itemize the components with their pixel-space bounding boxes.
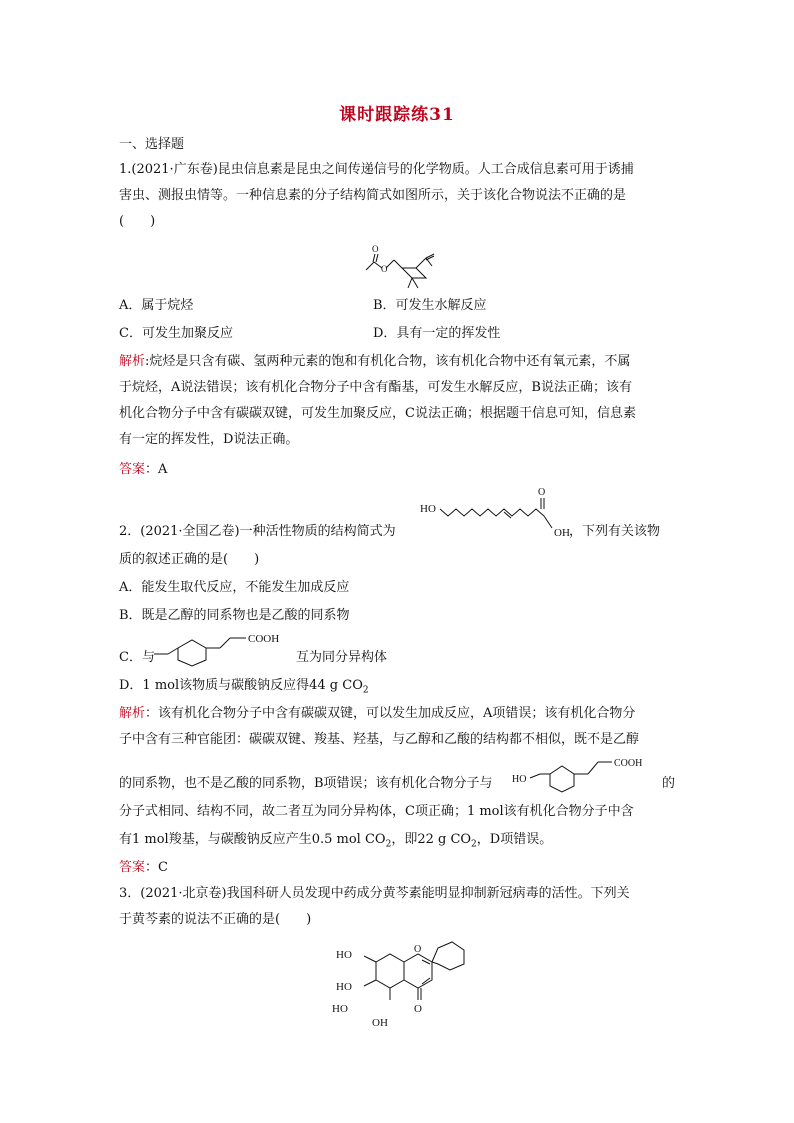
q2-carbonyl-o-label: O xyxy=(538,487,546,498)
q1-stem-line-1: 1.(2021·广东卷)昆虫信息素是昆虫之间传递信号的化学物质。人工合成信息素可用于诱捕 xyxy=(119,162,634,177)
q2-option-d-sub: 2 xyxy=(362,685,369,696)
q2-oh-label: OH xyxy=(554,527,570,539)
q2-option-c-prefix: C．与 xyxy=(119,650,155,665)
q2-explanation-text-1: ：该有机化合物分子中含有碳碳双键，可以发生加成反应，A项错误；该有机化合物分 xyxy=(145,706,636,721)
q2-option-d-text: D．1 mol该物质与碳酸钠反应得44 g CO xyxy=(119,678,363,693)
q2-ho-label: HO xyxy=(420,503,436,515)
q2-explanation-label: 解析 xyxy=(119,706,146,721)
q1-explanation-label: 解析 xyxy=(119,354,146,369)
q3-oh-label-1: HO xyxy=(336,949,352,961)
q2-explanation-line-4: 分子式相同、结构不同，故二者互为同分异构体，C项正确；1 mol该有机化合物分子中含 xyxy=(119,804,634,819)
q3-oh-label-3: HO xyxy=(332,1003,348,1015)
q1-option-c: C．可发生加聚反应 xyxy=(119,326,233,341)
q1-option-d: D．具有一定的挥发性 xyxy=(373,326,501,341)
q2-explanation-text-5a: 有1 mol羧基，与碳酸钠反应产生0.5 mol CO xyxy=(119,832,386,847)
q3-oh-label-2: HO xyxy=(336,981,352,993)
q2-explanation-line-5 xyxy=(119,832,552,853)
q3-structure-diagram xyxy=(330,940,470,1032)
q2-answer xyxy=(119,860,168,876)
q1-explanation-line-1 xyxy=(119,354,630,370)
page-title: 课时跟踪练31 xyxy=(339,105,455,125)
section-heading: 一、选择题 xyxy=(119,137,185,152)
q1-explanation-line-3: 机化合物分子中含有碳碳双键，可发生加聚反应，C说法正确；根据题干信息可知，信息素 xyxy=(119,406,636,421)
q2-answer-value: ：C xyxy=(145,860,168,875)
q2-explanation-sub-a: 2 xyxy=(385,839,392,850)
q1-answer xyxy=(119,462,167,478)
q2-answer-label: 答案 xyxy=(119,860,146,875)
q2-stem-line-2: 质的叙述正确的是( ) xyxy=(119,552,260,567)
q1-option-b: B．可发生水解反应 xyxy=(373,298,487,313)
q3-ring-o-label: O xyxy=(414,944,422,955)
q2-option-c-suffix: 互为同分异构体 xyxy=(296,650,388,665)
q2-explanation-cooh-label: COOH xyxy=(614,758,643,769)
q1-explanation-text-1: :烷烃是只含有碳、氢两种元素的饱和有机化合物，该有机化合物中还有氧元素，不属 xyxy=(145,354,631,369)
q2-explanation-line-2: 子中含有三种官能团：碳碳双键、羧基、羟基，与乙醇和乙酸的结构都不相似，既不是乙醇 xyxy=(119,732,640,747)
q3-stem-line-2: 于黄芩素的说法不正确的是( ) xyxy=(119,912,312,927)
q1-answer-label: 答案 xyxy=(119,462,146,477)
q2-option-d xyxy=(119,678,369,699)
q2-stem-tail: ，下列有关该物 xyxy=(569,524,661,539)
q2-option-a: A．能发生取代反应，不能发生加成反应 xyxy=(119,580,350,595)
q3-carbonyl-o-label: O xyxy=(414,1003,422,1015)
q1-ester-o-label: O xyxy=(381,264,388,274)
q2-stem-text: 2．(2021·全国乙卷)一种活性物质的结构简式为 xyxy=(119,524,396,539)
q2-explanation-text-5b: ，即22 g CO xyxy=(391,832,472,847)
q2-stem-line-1 xyxy=(119,524,396,540)
q3-stem-line-1: 3．(2021·北京卷)我国科研人员发现中药成分黄芩素能明显抑制新冠病毒的活性。下列关 xyxy=(119,886,630,901)
q1-stem-line-2: 害虫、测报虫情等。一种信息素的分子结构简式如图所示，关于该化合物说法不正确的是 xyxy=(119,188,627,203)
q1-explanation-line-2: 于烷烃，A说法错误；该有机化合物分子中含有酯基，可发生水解反应，B说法正确；该有 xyxy=(119,380,632,395)
q2-explanation-line-3-tail: 的 xyxy=(662,776,676,791)
q2-explanation-line-3: 的同系物，也不是乙酸的同系物，B项错误；该有机化合物分子与 xyxy=(119,776,493,791)
q1-stem-line-3: ( ) xyxy=(119,214,156,229)
q1-explanation-line-4: 有一定的挥发性，D说法正确。 xyxy=(119,432,299,447)
q1-carbonyl-o-label: O xyxy=(372,244,379,254)
q2-explanation-structure xyxy=(512,752,662,794)
q3-oh-label-4: OH xyxy=(372,1017,388,1029)
q1-structure-diagram xyxy=(360,238,470,296)
q2-structure-diagram xyxy=(418,484,568,542)
q1-answer-value: ：A xyxy=(145,462,168,477)
q2-explanation-ho-label: HO xyxy=(512,774,527,785)
q2-explanation-line-1 xyxy=(119,706,635,722)
q2-option-c-cooh-label: COOH xyxy=(248,633,280,645)
q2-option-b: B．既是乙醇的同系物也是乙酸的同系物 xyxy=(119,608,350,623)
q1-option-a: A．属于烷烃 xyxy=(119,298,194,313)
q2-explanation-text-5c: ，D项错误。 xyxy=(476,832,553,847)
q2-explanation-sub-b: 2 xyxy=(471,839,477,850)
q2-option-c-structure xyxy=(150,628,300,670)
